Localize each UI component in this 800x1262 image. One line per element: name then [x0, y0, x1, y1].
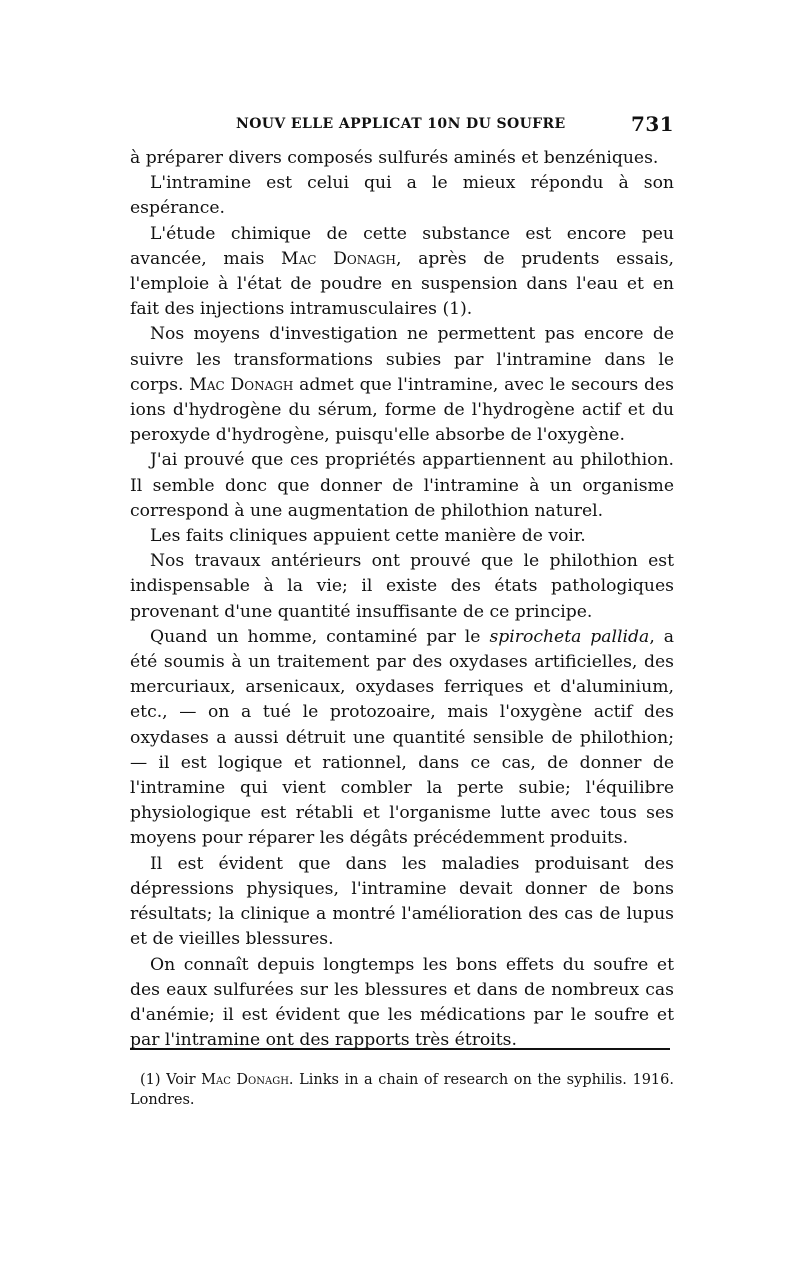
paragraph-clinical-facts: Les faits cliniques appuient cette manière de voir.: [150, 526, 586, 547]
footnote-author-name: Mac Donagh: [201, 1072, 289, 1088]
running-title: NOUV ELLE APPLICAT 10N DU SOUFRE: [236, 116, 566, 132]
paragraph-treatment: [130, 625, 674, 852]
species-name: spirocheta pallida: [489, 626, 650, 647]
paragraph-intramine-intro: L'intramine est celui qui a le mieux répondu à son espérance.: [130, 173, 674, 219]
book-page: [130, 112, 674, 1142]
paragraph-chemical-study: [130, 222, 674, 323]
paragraph-investigation: [130, 322, 674, 448]
paragraph-text: admet que l'intramine, avec le secours des ions d'hydrogène du sérum, forme de l'hydrogène actif et du peroxyde d'hydrogène, puisqu'elle absorbe de l'oxygène.: [130, 374, 674, 446]
footnote: [130, 1070, 674, 1110]
paragraph-text: Nos moyens d'investigation ne permettent pas encore de suivre les transformations subies par l'intramine dans le corps.: [130, 324, 674, 395]
paragraph-results: Il est évident que dans les maladies produisant des dépressions physiques, l'intramine devait donner de bons résultats; la clinique a montré l'amélioration des cas de lupus et de vieilles blessures.: [130, 853, 674, 950]
paragraph-philothion: J'ai prouvé que ces propriétés appartiennent au philothion. Il semble donc que donner de l'intramine à un organisme correspond à une augmentation de philothion naturel.: [130, 450, 674, 521]
paragraph-sulfur-effects: On connaît depuis longtemps les bons effets du soufre et des eaux sulfurées sur les blessures et dans de nombreux cas d'anémie; il est évident que les médications par le soufre et par l'intramine ont des rapports très étroits.: [130, 954, 674, 1051]
footnote-reference: . Links in a chain of research on the syphilis. 1916. Londres.: [130, 1072, 674, 1108]
footnote-marker-text: (1) Voir: [140, 1072, 202, 1088]
paragraph-text: , a été soumis à un traitement par des oxydases artificielles, des mercuriaux, arsenicaux, oxydases ferriques et d'aluminium, etc., — on a tué le protozoaire, mais l'oxygène actif des oxydases a aussi détruit une quantité sensible de philothion; — il est logique et rationnel, dans ce cas, de donner de l'intramine qui vient combler la perte subie; l'équilibre physiologique est rétabli et l'organisme lutte avec tous ses moyens pour réparer les dégâts précédemment produits.: [130, 626, 674, 849]
author-name: Mac Donagh: [189, 374, 294, 395]
author-name: Mac Donagh: [280, 248, 396, 269]
paragraph-text: Quand un homme, contaminé par le: [150, 626, 490, 647]
page-number: 731: [631, 112, 674, 136]
footnote-divider: [130, 1048, 670, 1050]
page-header: [130, 112, 674, 136]
paragraph-text: , après de prudents essais, l'emploie à l'état de poudre en suspension dans l'eau et en fait des injections intramusculaires (1).: [130, 248, 675, 320]
paragraph-prior-work: Nos travaux antérieurs ont prouvé que le philothion est indispensable à la vie; il existe des états pathologiques provenant d'une quantité insuffisante de ce principe.: [130, 551, 674, 622]
body-text: [130, 146, 674, 1053]
paragraph-continuation: à préparer divers composés sulfurés aminés et benzéniques.: [130, 148, 659, 168]
paragraph-text: L'étude chimique de cette substance est encore peu avancée, mais: [130, 223, 674, 269]
